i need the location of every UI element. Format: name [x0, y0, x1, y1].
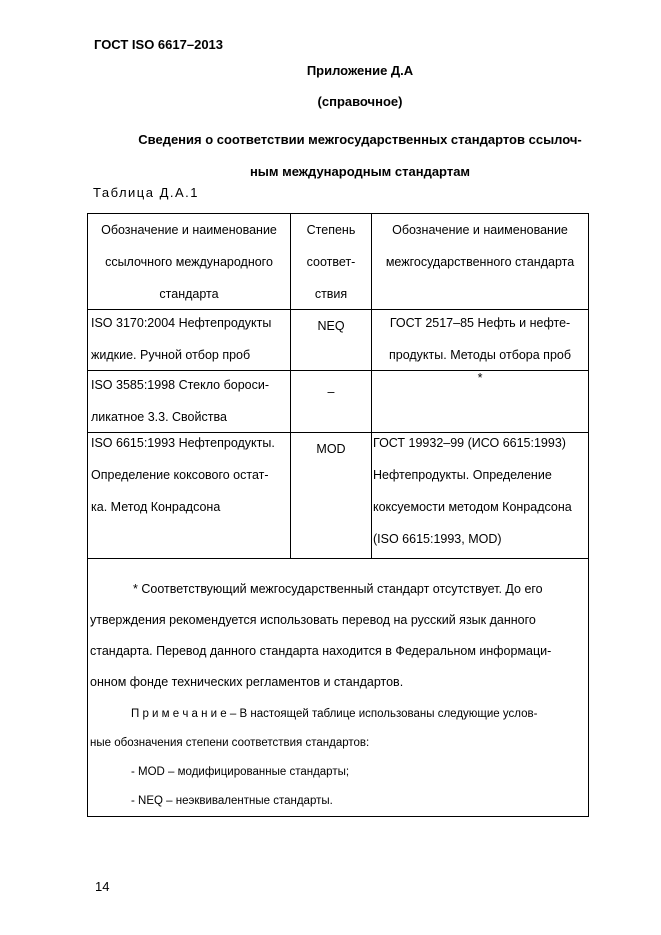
appendix-subtitle: (справочное) — [317, 94, 403, 109]
table-row-3-col-2: MOD — [316, 442, 346, 456]
footnote-line-4: онном фонде технических регламентов и стандартов. — [90, 675, 404, 689]
heading-line-2: ным международным стандартам — [249, 164, 471, 179]
table-row-1-col-2: NEQ — [317, 319, 345, 333]
column-divider-2 — [371, 214, 372, 558]
note-item-neq: - NEQ – неэквивалентные стандарты. — [131, 795, 333, 807]
heading-line-1: Сведения о соответствии межгосударственных стандартов ссылоч- — [138, 132, 582, 147]
table-note — [88, 700, 588, 816]
table-footnote — [88, 574, 588, 698]
footnote-line-2: утверждения рекомендуется использовать перевод на русский язык данного — [90, 613, 536, 627]
note-item-mod: - MOD – модифицированные стандарты; — [131, 766, 350, 778]
header-col-2: Степень соответ- ствия — [306, 223, 356, 301]
note-line-1: П р и м е ч а н и е – В настоящей таблице использованы следующие услов- — [131, 708, 538, 720]
appendix-title: Приложение Д.А — [306, 63, 414, 78]
table-row-2-col-3: * — [477, 371, 483, 385]
table-caption: Таблица Д.А.1 — [93, 185, 200, 200]
appendix-heading — [100, 124, 620, 188]
header-col-1: Обозначение и наименование ссылочного международного стандарта — [101, 223, 277, 301]
table-row-1-col-3: ГОСТ 2517–85 Нефть и нефте- продукты. Методы отбора проб — [388, 316, 572, 362]
table-row-3-col-1: ISO 6615:1993 Нефтепродукты. Определение коксового остат- ка. Метод Конрадсона — [91, 436, 275, 514]
note-line-2: ные обозначения степени соответствия стандартов: — [90, 737, 370, 749]
table-row-1-col-1: ISO 3170:2004 Нефтепродукты жидкие. Ручной отбор проб — [91, 316, 272, 362]
table-row-3-col-3: ГОСТ 19932–99 (ИСО 6615:1993) Нефтепродукты. Определение коксуемости методом Конрадсона (ISO 6615:1993, MOD) — [373, 436, 572, 546]
row-divider-3 — [88, 558, 588, 559]
table-row-2-col-2: – — [327, 385, 335, 399]
column-divider-1 — [290, 214, 291, 558]
correspondence-table — [87, 213, 589, 817]
table-row-2-col-1: ISO 3585:1998 Стекло борoси- ликатное 3.3. Свойства — [91, 378, 270, 424]
footnote-line-1: * Соответствующий межгосударственный стандарт отсутствует. До его — [133, 582, 543, 596]
footnote-line-3: стандарта. Перевод данного стандарта находится в Федеральном информаци- — [90, 644, 552, 658]
note-label: П р и м е ч а н и е — [131, 708, 227, 720]
standard-header: ГОСТ ISO 6617–2013 — [94, 37, 224, 52]
page-number: 14 — [95, 879, 110, 894]
header-col-3: Обозначение и наименование межгосударственного стандарта — [385, 223, 575, 269]
